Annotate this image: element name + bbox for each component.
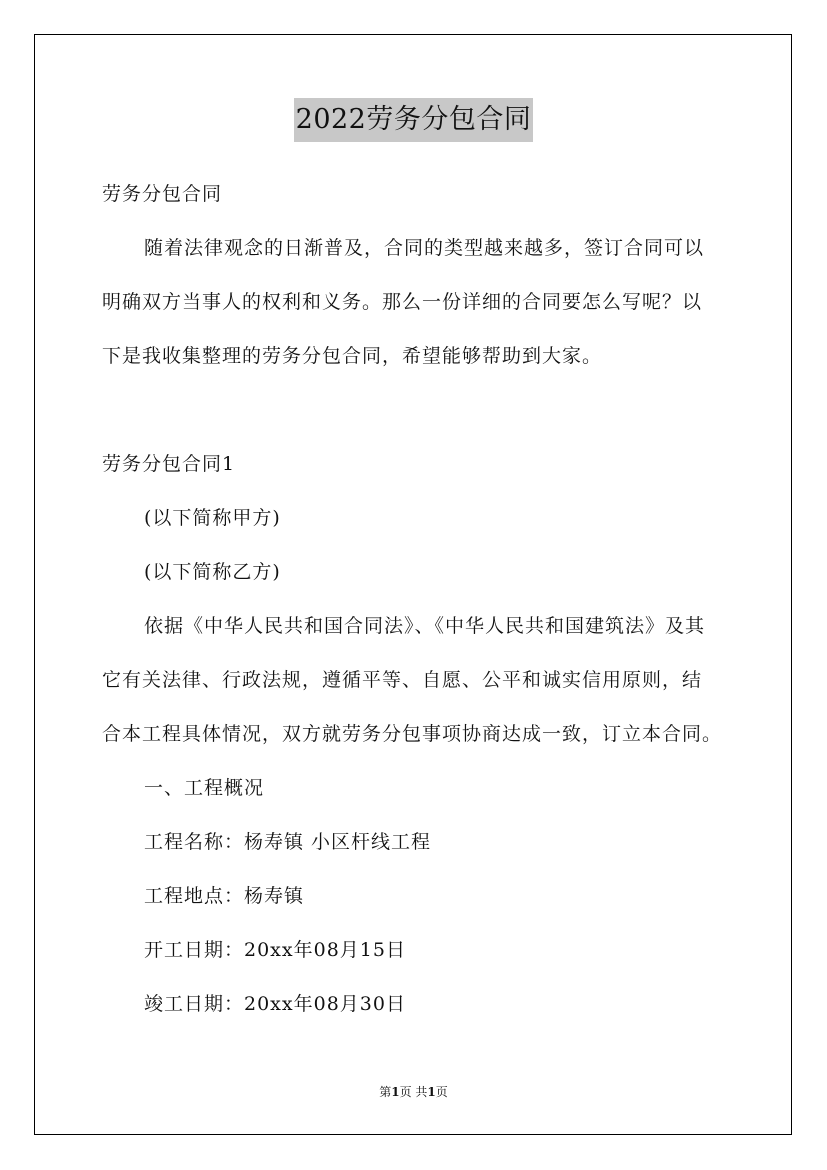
paragraph-line: 它有关法律、行政法规，遵循平等、自愿、公平和诚实信用原则，结 — [102, 669, 703, 691]
paragraph-line: 随着法律观念的日渐普及，合同的类型越来越多，签订合同可以 — [144, 237, 705, 259]
blank-line — [102, 383, 732, 437]
footer-page-prefix: 第 — [379, 1085, 392, 1099]
contract-heading: 劳务分包合同1 — [102, 453, 236, 475]
footer-page-suffix: 页 — [435, 1085, 448, 1099]
completion-date-line: 竣工日期：20xx年08月30日 — [144, 993, 406, 1015]
subsection-heading: 一、工程概况 — [144, 777, 265, 799]
project-name-line: 工程名称：杨寿镇 小区杆线工程 — [144, 831, 432, 853]
title-area — [0, 98, 827, 142]
party-b-line: (以下简称乙方) — [144, 561, 281, 583]
footer-page-total: 1 — [427, 1085, 436, 1099]
document-body — [102, 167, 732, 1031]
paragraph-line: 明确双方当事人的权利和义务。那么一份详细的合同要怎么写呢？以 — [102, 291, 703, 313]
document-title: 2022劳务分包合同 — [294, 98, 534, 142]
start-date-line: 开工日期：20xx年08月15日 — [144, 939, 406, 961]
party-a-line: (以下简称甲方) — [144, 507, 281, 529]
footer-page-number: 1 — [391, 1085, 400, 1099]
section-heading: 劳务分包合同 — [102, 183, 223, 205]
page-footer — [0, 1083, 827, 1100]
paragraph-line: 依据《中华人民共和国合同法》、《中华人民共和国建筑法》及其 — [144, 615, 706, 637]
paragraph-line: 下是我收集整理的劳务分包合同，希望能够帮助到大家。 — [102, 345, 603, 367]
project-location-line: 工程地点：杨寿镇 — [144, 885, 305, 907]
footer-page-mid: 页 共 — [399, 1085, 428, 1099]
paragraph-line: 合本工程具体情况，双方就劳务分包事项协商达成一致，订立本合同。 — [102, 723, 723, 745]
